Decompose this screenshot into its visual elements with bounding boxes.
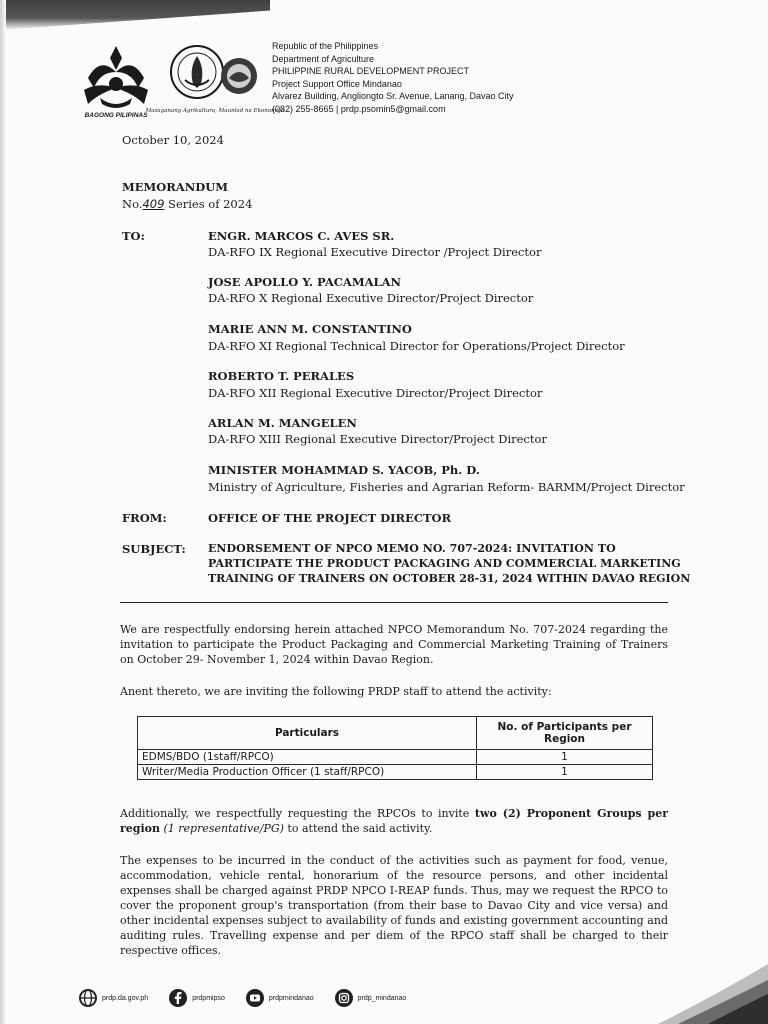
department-of-agriculture-logo [145, 40, 285, 122]
footer-instagram[interactable] [334, 988, 407, 1008]
memo-title: MEMORANDUM [122, 180, 228, 194]
logo-da-text: Masaganang Agrikultura, Maunlad na Ekonomiya [145, 108, 285, 114]
subject-line: ENDORSEMENT OF NPCO MEMO NO. 707-2024: INVITATION TO [208, 542, 616, 555]
recipient-title: Ministry of Agriculture, Fisheries and Agrarian Reform- BARMM/Project Director [208, 480, 685, 494]
footer-label: prdpmipso [192, 994, 225, 1002]
social-footer [78, 988, 420, 1008]
table-header-row [138, 717, 653, 750]
p3-italic: (1 representative/PG) [160, 822, 284, 835]
letterhead-line: Department of Agriculture [272, 53, 375, 64]
memo-no-prefix: No. [122, 197, 143, 211]
recipient-name: MINISTER MOHAMMAD S. YACOB, Ph. D. [208, 463, 480, 477]
letterhead-line: (082) 255-8665 | prdp.psomin5@gmail.com [272, 103, 446, 114]
recipient-name: JOSE APOLLO Y. PACAMALAN [208, 275, 402, 289]
letterhead [272, 40, 514, 115]
table-row [138, 765, 653, 780]
recipient-title: DA-RFO XIII Regional Executive Director/Project Director [208, 432, 547, 446]
table-cell: 1 [477, 750, 653, 765]
letterhead-line: PHILIPPINE RURAL DEVELOPMENT PROJECT [272, 66, 470, 76]
recipient-name: ROBERTO T. PERALES [208, 369, 355, 383]
footer-label: prdp.da.gov.ph [102, 994, 149, 1002]
scan-shadow [0, 0, 270, 30]
scan-edge [0, 0, 6, 1024]
from-value: OFFICE OF THE PROJECT DIRECTOR [208, 511, 452, 525]
recipient-title: DA-RFO XII Regional Executive Director/Project Director [208, 386, 543, 400]
subject-line: TRAINING OF TRAINERS ON OCTOBER 28-31, 2024 WITHIN DAVAO REGION [208, 572, 691, 585]
memo-number [122, 197, 252, 211]
participants-table [137, 716, 653, 780]
letterhead-line: Alvarez Building, Angliongto Sr. Avenue, Lanang, Davao City [272, 91, 514, 101]
footer-label: prdpmindanao [268, 994, 314, 1002]
p3-bold: two (2) Proponent Groups per region [120, 807, 669, 835]
table-header: No. of Participants per Region [477, 717, 653, 750]
to-label: TO: [122, 229, 145, 243]
memo-no-value: 409 [142, 197, 165, 211]
globe-icon [78, 988, 98, 1008]
recipient-name: ENGR. MARCOS C. AVES SR. [208, 229, 395, 243]
recipient-title: DA-RFO IX Regional Executive Director /Project Director [208, 245, 542, 259]
letterhead-line: Republic of the Philippines [272, 41, 379, 51]
paragraph-expenses: The expenses to be incurred in the conduct of the activities such as payment for food, venue, accommodation, vehicle rental, honorarium of the resource persons, and other incidental expenses shall be charged against PRDP NPCO I-REAP funds. Thus, may we request the RPCO to cover the proponent group's transportation (from their base to Davao City and vice versa) and other incidental expenses subject to availability of funds and existing government accounting and auditing rules. Travelling expense and per diem of the RPCO staff shall be charged to their respective offices. [120, 854, 668, 957]
table-cell: EDMS/BDO (1staff/RPCO) [138, 750, 477, 765]
table-row [138, 750, 653, 765]
paragraph-endorsement: We are respectfully endorsing herein attached NPCO Memorandum No. 707-2024 regarding the invitation to participate the Product Packaging and Commercial Marketing Training of Trainers on October 29- November 1, 2024 within Davao Region. [120, 623, 668, 666]
recipient-name: MARIE ANN M. CONSTANTINO [208, 322, 412, 336]
footer-youtube[interactable] [245, 988, 314, 1008]
divider [120, 602, 668, 603]
footer-website[interactable] [78, 988, 148, 1008]
memo-date: October 10, 2024 [122, 133, 224, 147]
p3-text: Additionally, we respectfully requesting the RPCOs to invite [120, 807, 475, 820]
table-header: Particulars [138, 717, 477, 750]
facebook-icon [168, 988, 188, 1008]
corner-swoosh [658, 934, 768, 1024]
letterhead-line: Project Support Office Mindanao [272, 78, 402, 89]
table-cell: Writer/Media Production Officer (1 staff/RPCO) [138, 765, 477, 780]
footer-label: prdp_mindanao [357, 994, 407, 1002]
paragraph-invitation: Anent thereto, we are inviting the following PRDP staff to attend the activity: [120, 685, 552, 698]
memo-no-suffix: Series of 2024 [164, 197, 253, 211]
subject-line: PARTICIPATE THE PRODUCT PACKAGING AND COMMERCIAL MARKETING [208, 557, 681, 570]
footer-facebook[interactable] [168, 988, 225, 1008]
paragraph-proponents [120, 806, 668, 836]
p3-text-end: to attend the said activity. [283, 822, 433, 835]
recipient-title: DA-RFO XI Regional Technical Director for Operations/Project Director [208, 339, 625, 353]
recipient-title: DA-RFO X Regional Executive Director/Project Director [208, 291, 534, 305]
subject-label: SUBJECT: [122, 542, 186, 556]
table-cell: 1 [477, 765, 653, 780]
logo-bp-text: BAGONG PILIPINAS [84, 112, 148, 119]
youtube-icon [245, 988, 265, 1008]
from-label: FROM: [122, 511, 167, 525]
instagram-icon [334, 988, 354, 1008]
recipient-name: ARLAN M. MANGELEN [208, 416, 357, 430]
